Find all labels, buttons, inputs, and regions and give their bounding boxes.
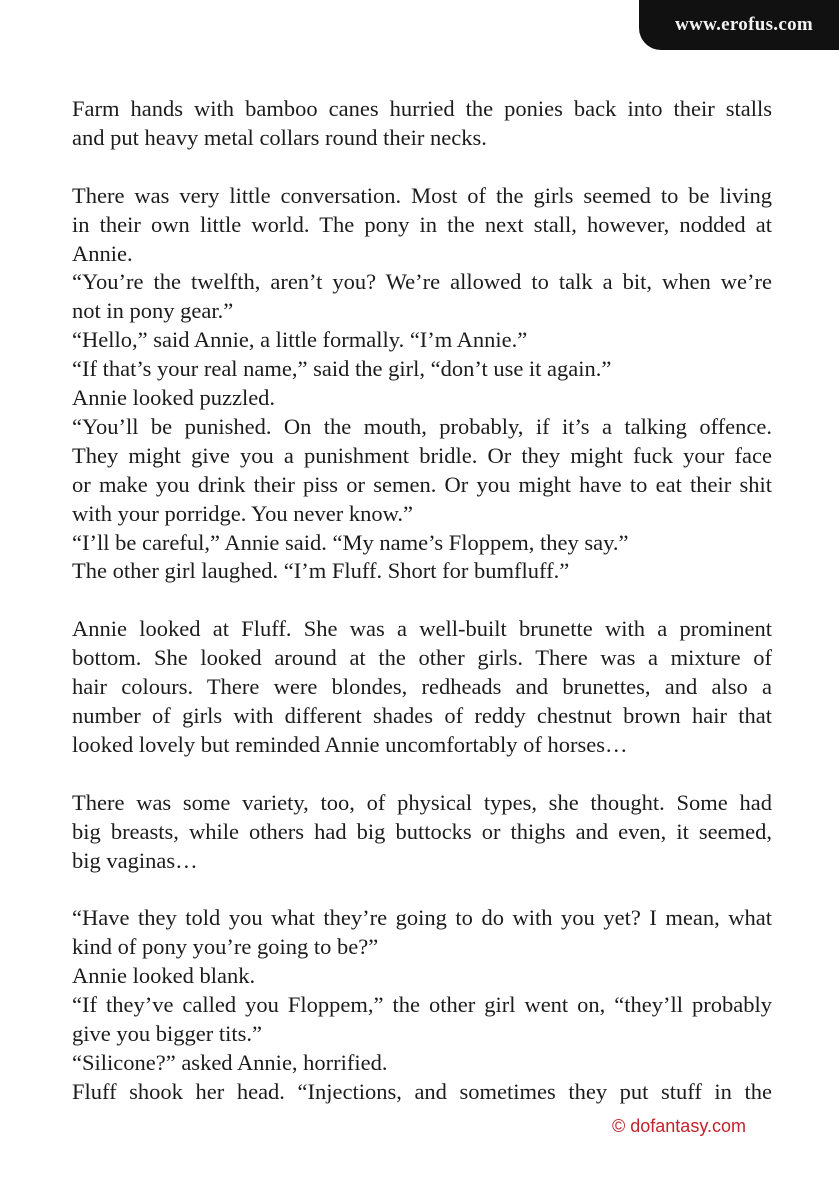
text-line: big breasts, while others had big buttocks or thighs and even, it seemed,	[72, 818, 772, 844]
text-line: “You’ll be punished. On the mouth, probably, if it’s a talking offence.	[72, 413, 772, 439]
text-line: “Hello,” said Annie, a little formally. “I’m Annie.”	[72, 327, 528, 353]
text-line: There was very little conversation. Most of the girls seemed to be living	[72, 182, 772, 208]
copyright-footer: © dofantasy.com	[612, 1116, 746, 1136]
text-line: Annie looked blank.	[72, 963, 256, 989]
paragraph	[72, 789, 772, 876]
text-line: Annie.	[72, 240, 133, 266]
paragraph	[72, 904, 772, 1106]
text-line: The other girl laughed. “I’m Fluff. Short for bumfluff.”	[72, 558, 570, 584]
text-line: kind of pony you’re going to be?”	[72, 934, 379, 960]
text-line: bottom. She looked around at the other girls. There was a mixture of	[72, 645, 772, 671]
story-text	[72, 95, 772, 1107]
text-line: with your porridge. You never know.”	[72, 500, 413, 526]
text-line: big vaginas…	[72, 847, 198, 873]
text-line: looked lovely but reminded Annie uncomfortably of horses…	[72, 731, 628, 757]
text-line: “If they’ve called you Floppem,” the other girl went on, “they’ll probably	[72, 992, 772, 1018]
text-line: They might give you a punishment bridle. Or they might fuck your face	[72, 442, 772, 468]
text-line: number of girls with different shades of reddy chestnut brown hair that	[72, 703, 772, 728]
text-line: “Silicone?” asked Annie, horrified.	[72, 1049, 388, 1075]
text-line: Annie looked puzzled.	[72, 385, 276, 411]
site-watermark-badge	[639, 0, 839, 50]
text-line: Fluff shook her head. “Injections, and sometimes they put stuff in the	[72, 1078, 772, 1104]
text-line: “You’re the twelfth, aren’t you? We’re allowed to talk a bit, when we’re	[72, 269, 772, 295]
text-line: There was some variety, too, of physical types, she thought. Some had	[72, 789, 772, 815]
text-line: Farm hands with bamboo canes hurried the ponies back into their stalls	[72, 96, 772, 121]
paragraph	[72, 615, 772, 760]
text-line: hair colours. There were blondes, redheads and brunettes, and also a	[72, 674, 772, 700]
site-watermark-text: www.erofus.com	[675, 14, 813, 35]
text-line: “I’ll be careful,” Annie said. “My name’s Floppem, they say.”	[72, 529, 629, 555]
paragraph	[72, 95, 772, 153]
text-line: Annie looked at Fluff. She was a well-built brunette with a prominent	[72, 616, 772, 642]
text-line: not in pony gear.”	[72, 298, 234, 324]
text-line: “Have they told you what they’re going to do with you yet? I mean, what	[72, 905, 772, 931]
text-line: in their own little world. The pony in the next stall, however, nodded at	[72, 211, 772, 237]
text-line: or make you drink their piss or semen. Or you might have to eat their shit	[72, 471, 772, 497]
text-line: and put heavy metal collars round their necks.	[72, 124, 487, 150]
text-line: “If that’s your real name,” said the girl, “don’t use it again.”	[72, 356, 612, 382]
paragraph	[72, 182, 772, 587]
text-line: give you bigger tits.”	[72, 1020, 262, 1046]
